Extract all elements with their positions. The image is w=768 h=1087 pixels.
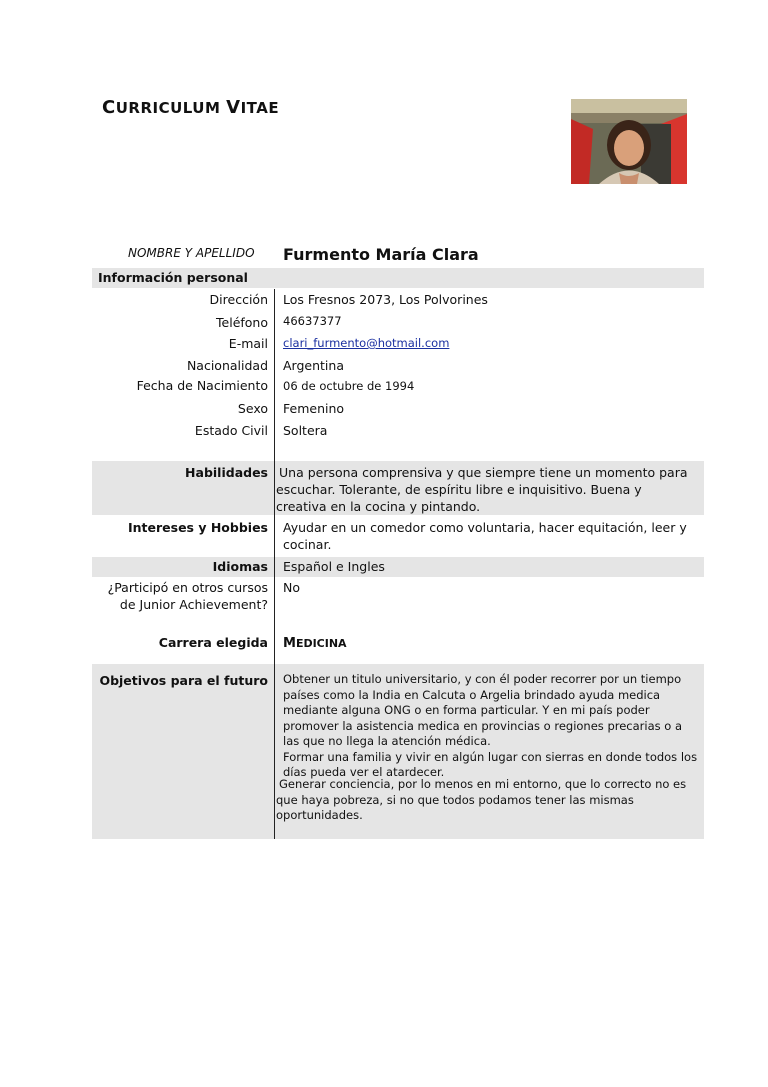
civil-value: Soltera bbox=[283, 423, 328, 438]
courses-label: ¿Participó en otros cursos de Junior Achievement? bbox=[107, 580, 268, 612]
sex-value: Femenino bbox=[283, 401, 345, 416]
nationality-label: Nacionalidad bbox=[186, 358, 268, 373]
goals-value-continued: Generar conciencia, por lo menos en mi entorno, que lo correcto no es que haya pobreza, si no que todos podamos tener las mismas oportunidades. bbox=[276, 777, 687, 822]
courses-value: No bbox=[283, 580, 300, 595]
email-link[interactable]: clari_furmento@hotmail.com bbox=[283, 336, 450, 350]
languages-label: Idiomas bbox=[212, 559, 268, 574]
goals-value: Obtener un titulo universitario, y con él poder recorrer por un tiempo países como la India en Calcuta o Argelia brindado ayuda medica mediante alguna ONG o en forma particular. Y en mi país poder promover la asistencia medica en provincias o regiones precarias o a las que no llega la atención médica. Formar una familia y vivir en algún lugar con sierras en donde todos los días pueda ver el atardecer. bbox=[283, 672, 698, 779]
address-value: Los Fresnos 2073, Los Polvorines bbox=[283, 292, 488, 307]
nationality-value: Argentina bbox=[283, 358, 344, 373]
birth-label: Fecha de Nacimiento bbox=[136, 378, 268, 393]
phone-label: Teléfono bbox=[216, 315, 268, 330]
civil-label: Estado Civil bbox=[194, 423, 268, 438]
interests-label: Intereses y Hobbies bbox=[127, 520, 268, 535]
column-divider bbox=[274, 289, 275, 839]
name-label: NOMBRE Y APELLIDO bbox=[128, 246, 255, 260]
section-heading-personal: Información personal bbox=[98, 270, 248, 285]
section-band-languages bbox=[92, 557, 704, 577]
birth-value: 06 de octubre de 1994 bbox=[283, 379, 415, 393]
phone-value: 46637377 bbox=[283, 314, 342, 328]
skills-value: Una persona comprensiva y que siempre tiene un momento para escuchar. Tolerante, de espíritu libre e inquisitivo. Buena y creativa en la cocina y pintando. bbox=[276, 465, 688, 514]
portrait-photo bbox=[571, 99, 687, 184]
goals-label: Objetivos para el futuro bbox=[99, 673, 268, 688]
languages-value: Español e Ingles bbox=[283, 559, 385, 574]
address-label: Dirección bbox=[209, 292, 268, 307]
sex-label: Sexo bbox=[237, 401, 268, 416]
career-value: MEDICINA bbox=[283, 636, 347, 651]
document-title: CURRICULUM VITAE bbox=[102, 97, 280, 118]
skills-label: Habilidades bbox=[185, 465, 268, 480]
email-label: E-mail bbox=[228, 336, 268, 351]
career-label: Carrera elegida bbox=[158, 635, 268, 650]
name-value: Furmento María Clara bbox=[283, 245, 479, 264]
interests-value: Ayudar en un comedor como voluntaria, hacer equitación, leer y cocinar. bbox=[283, 520, 687, 552]
